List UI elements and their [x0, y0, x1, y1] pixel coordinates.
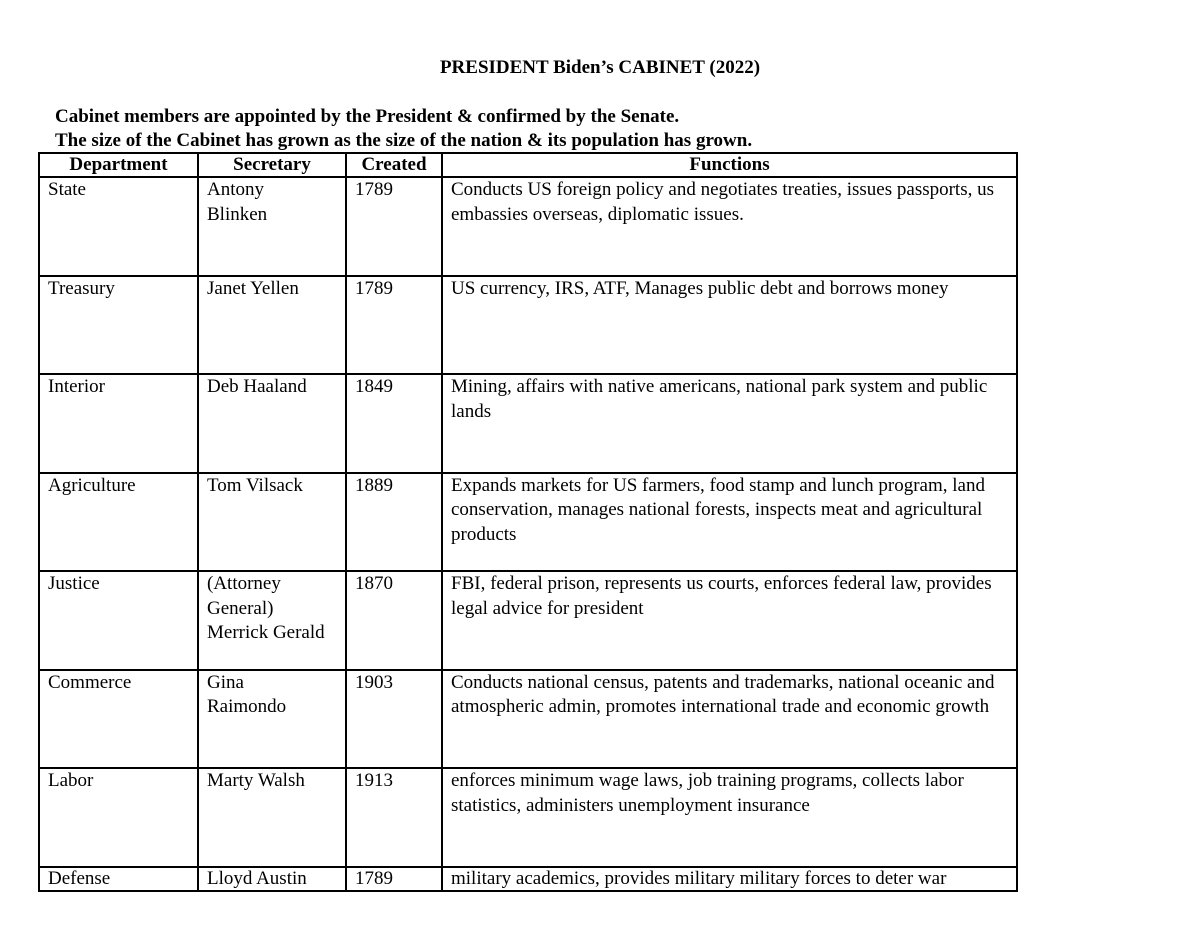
table-row: [39, 867, 1017, 891]
table-row: [39, 374, 1017, 473]
table-header-row: [39, 153, 1017, 177]
intro-line-appointment: Cabinet members are appointed by the President & confirmed by the Senate.: [55, 106, 680, 127]
secretary-cell: Gina Raimondo: [198, 670, 346, 769]
functions-cell: enforces minimum wage laws, job training programs, collects labor statistics, administers unemployment insurance: [442, 768, 1017, 867]
department-cell: Commerce: [39, 670, 198, 769]
created-cell: 1789: [346, 177, 442, 276]
department-cell: State: [39, 177, 198, 276]
department-cell: Defense: [39, 867, 198, 891]
table-row: [39, 473, 1017, 572]
table-row: [39, 571, 1017, 670]
secretary-cell: (Attorney General) Merrick Gerald: [198, 571, 346, 670]
functions-cell: military academics, provides military military forces to deter war: [442, 867, 1017, 891]
created-cell: 1870: [346, 571, 442, 670]
department-cell: Justice: [39, 571, 198, 670]
created-cell: 1849: [346, 374, 442, 473]
secretary-cell: Deb Haaland: [198, 374, 346, 473]
created-cell: 1789: [346, 276, 442, 375]
functions-cell: Conducts national census, patents and trademarks, national oceanic and atmospheric admin, promotes international trade and economic growth: [442, 670, 1017, 769]
cabinet-table: [38, 152, 1018, 892]
department-cell: Treasury: [39, 276, 198, 375]
functions-cell: Conducts US foreign policy and negotiates treaties, issues passports, us embassies overseas, diplomatic issues.: [442, 177, 1017, 276]
intro-text: [55, 105, 752, 153]
header-functions: Functions: [442, 153, 1017, 177]
page-title: PRESIDENT Biden’s CABINET (2022): [439, 57, 761, 78]
secretary-cell: Antony Blinken: [198, 177, 346, 276]
functions-cell: US currency, IRS, ATF, Manages public debt and borrows money: [442, 276, 1017, 375]
header-department: Department: [39, 153, 198, 177]
table-row: [39, 768, 1017, 867]
created-cell: 1903: [346, 670, 442, 769]
department-cell: Interior: [39, 374, 198, 473]
table-row: [39, 276, 1017, 375]
functions-cell: Expands markets for US farmers, food stamp and lunch program, land conservation, manages national forests, inspects meat and agricultural products: [442, 473, 1017, 572]
department-cell: Agriculture: [39, 473, 198, 572]
header-created: Created: [346, 153, 442, 177]
secretary-cell: Marty Walsh: [198, 768, 346, 867]
secretary-cell: Lloyd Austin: [198, 867, 346, 891]
created-cell: 1889: [346, 473, 442, 572]
secretary-cell: Tom Vilsack: [198, 473, 346, 572]
secretary-cell: Janet Yellen: [198, 276, 346, 375]
functions-cell: Mining, affairs with native americans, national park system and public lands: [442, 374, 1017, 473]
department-cell: Labor: [39, 768, 198, 867]
table-row: [39, 177, 1017, 276]
functions-cell: FBI, federal prison, represents us courts, enforces federal law, provides legal advice for president: [442, 571, 1017, 670]
created-cell: 1913: [346, 768, 442, 867]
header-secretary: Secretary: [198, 153, 346, 177]
table-row: [39, 670, 1017, 769]
created-cell: 1789: [346, 867, 442, 891]
intro-line-growth: The size of the Cabinet has grown as the size of the nation & its population has grown.: [55, 130, 753, 151]
